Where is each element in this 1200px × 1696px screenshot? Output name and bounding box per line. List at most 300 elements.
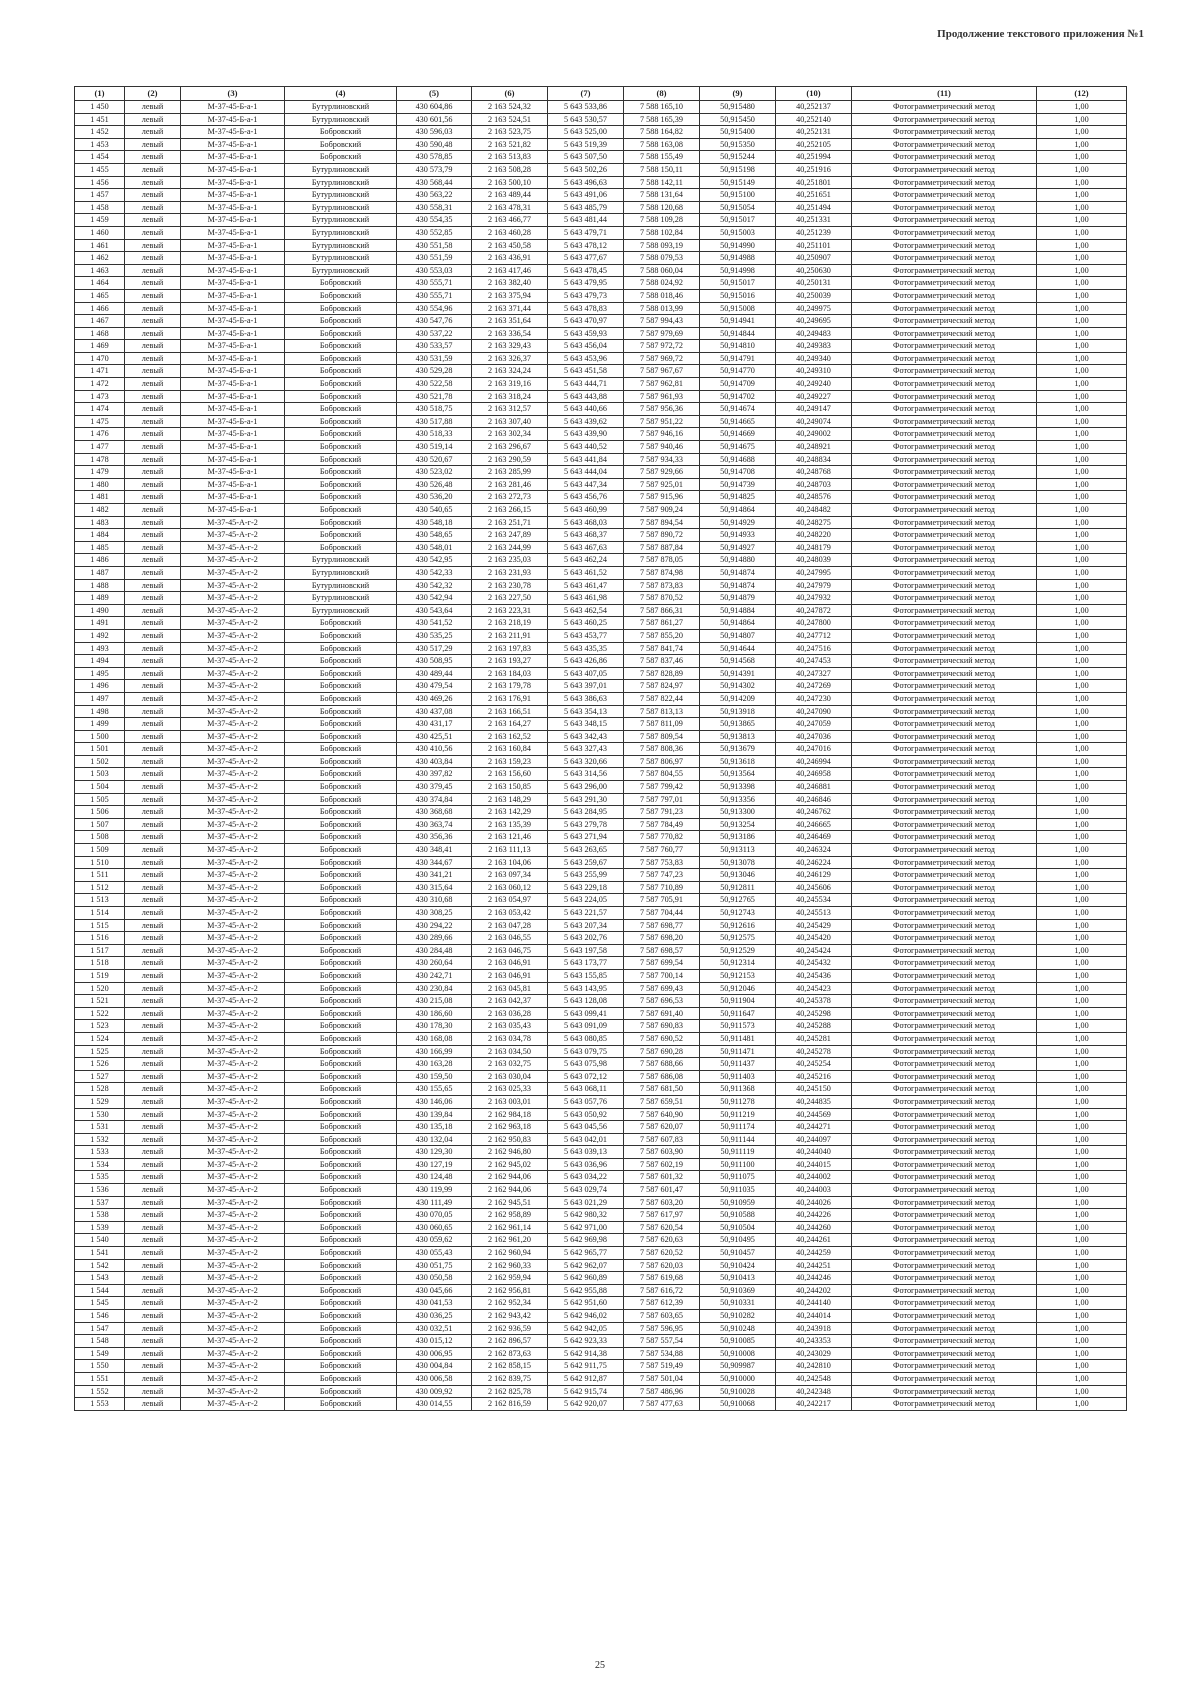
- table-cell: 2 163 247,89: [472, 529, 548, 542]
- table-cell: левый: [125, 856, 181, 869]
- table-row: [75, 655, 1127, 668]
- table-cell: 1 503: [75, 768, 125, 781]
- column-header: (8): [624, 87, 700, 101]
- table-cell: М-37-45-А-г-2: [181, 1158, 285, 1171]
- table-cell: 7 587 699,43: [624, 982, 700, 995]
- table-cell: 2 162 963,18: [472, 1121, 548, 1134]
- table-cell: 50,914998: [700, 264, 776, 277]
- table-cell: 40,250907: [776, 252, 852, 265]
- table-cell: 1,00: [1037, 214, 1127, 227]
- table-cell: Фотограмметрический метод: [852, 1297, 1037, 1310]
- table-cell: М-37-45-А-г-2: [181, 1045, 285, 1058]
- table-cell: 40,249240: [776, 378, 852, 391]
- table-cell: 50,913618: [700, 755, 776, 768]
- table-cell: М-37-45-А-г-2: [181, 1247, 285, 1260]
- table-cell: 5 643 263,65: [548, 844, 624, 857]
- table-cell: 1 522: [75, 1007, 125, 1020]
- table-cell: Бобровский: [285, 995, 397, 1008]
- table-cell: Бобровский: [285, 441, 397, 454]
- table-cell: 5 643 444,71: [548, 378, 624, 391]
- table-cell: 40,247712: [776, 629, 852, 642]
- table-row: [75, 781, 1127, 794]
- table-cell: 7 587 477,63: [624, 1398, 700, 1411]
- table-cell: 5 643 460,25: [548, 617, 624, 630]
- table-row: [75, 403, 1127, 416]
- table-cell: М-37-45-А-г-2: [181, 919, 285, 932]
- table-cell: 1 511: [75, 869, 125, 882]
- table-cell: 1 481: [75, 491, 125, 504]
- table-cell: левый: [125, 1108, 181, 1121]
- table-cell: 2 162 825,78: [472, 1385, 548, 1398]
- table-cell: 430 518,75: [397, 403, 472, 416]
- table-cell: 430 135,18: [397, 1121, 472, 1134]
- table-cell: Фотограмметрический метод: [852, 1020, 1037, 1033]
- table-cell: М-37-45-А-г-2: [181, 680, 285, 693]
- table-cell: левый: [125, 1020, 181, 1033]
- table-cell: 2 163 148,29: [472, 793, 548, 806]
- table-cell: 430 578,85: [397, 151, 472, 164]
- table-cell: 430 542,95: [397, 554, 472, 567]
- table-cell: Бобровский: [285, 1070, 397, 1083]
- table-cell: 430 403,84: [397, 755, 472, 768]
- table-cell: 5 643 271,94: [548, 831, 624, 844]
- table-cell: Фотограмметрический метод: [852, 642, 1037, 655]
- table-cell: 430 308,25: [397, 907, 472, 920]
- table-cell: 1 500: [75, 730, 125, 743]
- table-cell: 40,249383: [776, 340, 852, 353]
- table-cell: 5 643 034,22: [548, 1171, 624, 1184]
- table-cell: Фотограмметрический метод: [852, 151, 1037, 164]
- table-cell: 40,248921: [776, 441, 852, 454]
- table-cell: 1,00: [1037, 1234, 1127, 1247]
- table-cell: левый: [125, 566, 181, 579]
- table-cell: 7 587 620,63: [624, 1234, 700, 1247]
- table-cell: Бобровский: [285, 919, 397, 932]
- table-cell: 1,00: [1037, 302, 1127, 315]
- table-row: [75, 844, 1127, 857]
- table-cell: 1,00: [1037, 755, 1127, 768]
- table-cell: Бобровский: [285, 969, 397, 982]
- table-cell: Бобровский: [285, 541, 397, 554]
- table-cell: левый: [125, 1398, 181, 1411]
- table-cell: М-37-45-Б-а-1: [181, 378, 285, 391]
- table-cell: левый: [125, 1284, 181, 1297]
- table-cell: 430 166,99: [397, 1045, 472, 1058]
- table-cell: Фотограмметрический метод: [852, 844, 1037, 857]
- table-cell: 2 162 839,75: [472, 1372, 548, 1385]
- table-cell: 430 520,67: [397, 453, 472, 466]
- table-cell: М-37-45-А-г-2: [181, 831, 285, 844]
- table-cell: 1,00: [1037, 352, 1127, 365]
- table-cell: 50,914990: [700, 239, 776, 252]
- table-cell: 2 163 104,06: [472, 856, 548, 869]
- table-cell: Бобровский: [285, 378, 397, 391]
- table-cell: 2 163 244,99: [472, 541, 548, 554]
- table-cell: 430 341,21: [397, 869, 472, 882]
- table-cell: 1 498: [75, 705, 125, 718]
- table-cell: 40,245420: [776, 932, 852, 945]
- table-cell: 5 643 291,30: [548, 793, 624, 806]
- table-cell: 1,00: [1037, 919, 1127, 932]
- table-cell: 5 643 461,98: [548, 592, 624, 605]
- table-row: [75, 101, 1127, 114]
- table-cell: 50,914688: [700, 453, 776, 466]
- table-cell: 7 588 109,28: [624, 214, 700, 227]
- table-cell: 2 163 150,85: [472, 781, 548, 794]
- table-cell: 50,910495: [700, 1234, 776, 1247]
- table-cell: 1,00: [1037, 1020, 1127, 1033]
- table-cell: 2 163 042,37: [472, 995, 548, 1008]
- table-cell: 2 163 285,99: [472, 466, 548, 479]
- table-cell: М-37-45-Б-а-1: [181, 428, 285, 441]
- table-cell: Фотограмметрический метод: [852, 1184, 1037, 1197]
- table-cell: 50,914302: [700, 680, 776, 693]
- table-row: [75, 1221, 1127, 1234]
- table-cell: 2 163 046,91: [472, 969, 548, 982]
- table-cell: 40,252131: [776, 126, 852, 139]
- table-cell: Бутурлиновский: [285, 264, 397, 277]
- table-cell: 1,00: [1037, 907, 1127, 920]
- table-cell: левый: [125, 214, 181, 227]
- table-row: [75, 453, 1127, 466]
- table-cell: 50,915054: [700, 201, 776, 214]
- table-cell: левый: [125, 781, 181, 794]
- table-cell: 50,911437: [700, 1058, 776, 1071]
- table-cell: 5 643 042,01: [548, 1133, 624, 1146]
- table-cell: 5 643 456,76: [548, 491, 624, 504]
- table-cell: 1,00: [1037, 718, 1127, 731]
- table-cell: 50,914739: [700, 478, 776, 491]
- table-cell: левый: [125, 340, 181, 353]
- table-cell: Бобровский: [285, 403, 397, 416]
- table-cell: Фотограмметрический метод: [852, 1058, 1037, 1071]
- table-row: [75, 113, 1127, 126]
- table-cell: М-37-45-А-г-2: [181, 1372, 285, 1385]
- table-cell: 5 643 456,04: [548, 340, 624, 353]
- table-cell: 40,244202: [776, 1284, 852, 1297]
- table-cell: левый: [125, 516, 181, 529]
- table-cell: 50,914708: [700, 466, 776, 479]
- table-cell: Фотограмметрический метод: [852, 176, 1037, 189]
- table-cell: 430 547,76: [397, 315, 472, 328]
- table-cell: левый: [125, 1310, 181, 1323]
- table-cell: 50,912314: [700, 957, 776, 970]
- table-cell: 1 528: [75, 1083, 125, 1096]
- table-cell: 2 163 197,83: [472, 642, 548, 655]
- table-cell: 5 643 439,62: [548, 415, 624, 428]
- table-cell: 5 643 533,86: [548, 101, 624, 114]
- table-cell: 50,912743: [700, 907, 776, 920]
- table-cell: 40,247932: [776, 592, 852, 605]
- table-cell: 430 163,28: [397, 1058, 472, 1071]
- table-cell: 40,249227: [776, 390, 852, 403]
- table-cell: 7 587 620,03: [624, 1259, 700, 1272]
- table-cell: 1,00: [1037, 529, 1127, 542]
- table-cell: 2 163 450,58: [472, 239, 548, 252]
- table-cell: левый: [125, 226, 181, 239]
- table-cell: 430 548,01: [397, 541, 472, 554]
- table-cell: 50,915008: [700, 302, 776, 315]
- table-cell: 1,00: [1037, 466, 1127, 479]
- table-cell: 1,00: [1037, 680, 1127, 693]
- table-cell: левый: [125, 680, 181, 693]
- table-cell: М-37-45-А-г-2: [181, 1196, 285, 1209]
- table-cell: М-37-45-Б-а-1: [181, 289, 285, 302]
- table-cell: 2 163 460,28: [472, 226, 548, 239]
- table-cell: 50,915016: [700, 289, 776, 302]
- table-cell: Бобровский: [285, 818, 397, 831]
- table-cell: 430 469,26: [397, 692, 472, 705]
- table-cell: 40,249483: [776, 327, 852, 340]
- table-cell: 1,00: [1037, 1058, 1127, 1071]
- table-cell: 5 643 342,43: [548, 730, 624, 743]
- table-cell: 1,00: [1037, 504, 1127, 517]
- table-cell: 2 163 319,16: [472, 378, 548, 391]
- table-cell: Бутурлиновский: [285, 252, 397, 265]
- table-cell: 50,914810: [700, 340, 776, 353]
- table-cell: М-37-45-Б-а-1: [181, 113, 285, 126]
- table-cell: 50,911471: [700, 1045, 776, 1058]
- table-cell: 1,00: [1037, 1247, 1127, 1260]
- table-cell: М-37-45-Б-а-1: [181, 441, 285, 454]
- table-cell: 5 643 284,95: [548, 806, 624, 819]
- table-cell: М-37-45-Б-а-1: [181, 504, 285, 517]
- table-cell: М-37-45-А-г-2: [181, 982, 285, 995]
- table-cell: 40,244261: [776, 1234, 852, 1247]
- table-cell: М-37-45-Б-а-1: [181, 453, 285, 466]
- table-cell: левый: [125, 277, 181, 290]
- table-cell: 5 642 955,88: [548, 1284, 624, 1297]
- table-cell: 50,911219: [700, 1108, 776, 1121]
- table-cell: Фотограмметрический метод: [852, 1322, 1037, 1335]
- table-cell: 50,911647: [700, 1007, 776, 1020]
- table-cell: 7 588 165,10: [624, 101, 700, 114]
- table-cell: 5 643 468,03: [548, 516, 624, 529]
- table-cell: Фотограмметрический метод: [852, 944, 1037, 957]
- table-cell: 7 587 700,14: [624, 969, 700, 982]
- table-cell: М-37-45-Б-а-1: [181, 340, 285, 353]
- table-cell: Бобровский: [285, 138, 397, 151]
- table-cell: Бобровский: [285, 743, 397, 756]
- table-cell: 5 643 479,71: [548, 226, 624, 239]
- table-cell: 5 643 441,84: [548, 453, 624, 466]
- table-cell: 1 501: [75, 743, 125, 756]
- table-cell: 40,243353: [776, 1335, 852, 1348]
- table-cell: 430 555,71: [397, 289, 472, 302]
- table-cell: левый: [125, 957, 181, 970]
- table-cell: 5 643 440,52: [548, 441, 624, 454]
- table-cell: Фотограмметрический метод: [852, 1234, 1037, 1247]
- table-cell: М-37-45-А-г-2: [181, 529, 285, 542]
- table-cell: 430 310,68: [397, 894, 472, 907]
- table-cell: 40,244026: [776, 1196, 852, 1209]
- table-cell: Бобровский: [285, 1058, 397, 1071]
- table-cell: 2 163 227,50: [472, 592, 548, 605]
- table-cell: 50,911278: [700, 1095, 776, 1108]
- table-row: [75, 378, 1127, 391]
- table-cell: 2 163 290,59: [472, 453, 548, 466]
- table-cell: Фотограмметрический метод: [852, 566, 1037, 579]
- table-cell: 430 590,48: [397, 138, 472, 151]
- table-cell: 50,910504: [700, 1221, 776, 1234]
- table-cell: 7 588 164,82: [624, 126, 700, 139]
- table-row: [75, 201, 1127, 214]
- table-cell: левый: [125, 541, 181, 554]
- table-cell: Фотограмметрический метод: [852, 491, 1037, 504]
- table-cell: 2 163 025,33: [472, 1083, 548, 1096]
- table-row: [75, 1158, 1127, 1171]
- table-cell: 430 178,30: [397, 1020, 472, 1033]
- table-row: [75, 428, 1127, 441]
- table-cell: Бобровский: [285, 831, 397, 844]
- column-header: (11): [852, 87, 1037, 101]
- table-cell: М-37-45-А-г-2: [181, 818, 285, 831]
- table-cell: 2 163 318,24: [472, 390, 548, 403]
- table-cell: Фотограмметрический метод: [852, 1121, 1037, 1134]
- table-cell: 430 523,02: [397, 466, 472, 479]
- table-cell: 1 452: [75, 126, 125, 139]
- table-cell: М-37-45-А-г-2: [181, 1335, 285, 1348]
- table-cell: 5 642 923,33: [548, 1335, 624, 1348]
- table-cell: Бобровский: [285, 957, 397, 970]
- table-cell: Бобровский: [285, 340, 397, 353]
- table-cell: 40,246958: [776, 768, 852, 781]
- table-cell: 430 397,82: [397, 768, 472, 781]
- table-cell: 5 642 969,98: [548, 1234, 624, 1247]
- table-cell: 40,247516: [776, 642, 852, 655]
- table-cell: 2 163 351,64: [472, 315, 548, 328]
- table-cell: 7 587 808,36: [624, 743, 700, 756]
- table-cell: 430 119,99: [397, 1184, 472, 1197]
- page-number: 25: [595, 1660, 605, 1671]
- table-cell: 40,245278: [776, 1045, 852, 1058]
- table-cell: 7 588 120,68: [624, 201, 700, 214]
- table-cell: 7 587 791,23: [624, 806, 700, 819]
- table-row: [75, 277, 1127, 290]
- table-cell: 1,00: [1037, 869, 1127, 882]
- table-cell: 2 163 326,37: [472, 352, 548, 365]
- table-cell: 1 538: [75, 1209, 125, 1222]
- table-cell: 40,247995: [776, 566, 852, 579]
- table-cell: 5 643 050,92: [548, 1108, 624, 1121]
- table-cell: Бобровский: [285, 415, 397, 428]
- table-cell: 50,911403: [700, 1070, 776, 1083]
- table-cell: 430 050,58: [397, 1272, 472, 1285]
- table-cell: Фотограмметрический метод: [852, 516, 1037, 529]
- table-cell: М-37-45-Б-а-1: [181, 403, 285, 416]
- table-cell: 40,247453: [776, 655, 852, 668]
- table-cell: левый: [125, 655, 181, 668]
- table-cell: 1,00: [1037, 315, 1127, 328]
- table-cell: М-37-45-А-г-2: [181, 667, 285, 680]
- table-cell: Бутурлиновский: [285, 226, 397, 239]
- table-cell: Фотограмметрический метод: [852, 907, 1037, 920]
- table-cell: 40,244002: [776, 1171, 852, 1184]
- table-cell: 1 489: [75, 592, 125, 605]
- table-row: [75, 818, 1127, 831]
- table-cell: 1 531: [75, 1121, 125, 1134]
- table-cell: М-37-45-А-г-2: [181, 1095, 285, 1108]
- table-cell: 5 643 479,73: [548, 289, 624, 302]
- column-header: (10): [776, 87, 852, 101]
- table-cell: М-37-45-А-г-2: [181, 1184, 285, 1197]
- table-cell: левый: [125, 138, 181, 151]
- table-row: [75, 869, 1127, 882]
- table-cell: Фотограмметрический метод: [852, 315, 1037, 328]
- table-cell: левый: [125, 113, 181, 126]
- table-cell: 40,248039: [776, 554, 852, 567]
- table-cell: 40,244003: [776, 1184, 852, 1197]
- table-cell: 1 462: [75, 252, 125, 265]
- table-cell: 1 480: [75, 478, 125, 491]
- table-cell: 1 536: [75, 1184, 125, 1197]
- table-cell: 1,00: [1037, 340, 1127, 353]
- table-cell: 50,914568: [700, 655, 776, 668]
- table-cell: 1,00: [1037, 1259, 1127, 1272]
- table-cell: 1 502: [75, 755, 125, 768]
- table-cell: Фотограмметрический метод: [852, 692, 1037, 705]
- table-cell: 40,245429: [776, 919, 852, 932]
- table-cell: Фотограмметрический метод: [852, 101, 1037, 114]
- table-cell: 1,00: [1037, 730, 1127, 743]
- table-cell: Бобровский: [285, 529, 397, 542]
- table-cell: 50,914864: [700, 504, 776, 517]
- table-cell: Бобровский: [285, 1247, 397, 1260]
- table-cell: 40,245216: [776, 1070, 852, 1083]
- table-row: [75, 1184, 1127, 1197]
- table-row: [75, 554, 1127, 567]
- table-cell: М-37-45-Б-а-1: [181, 478, 285, 491]
- table-cell: 430 055,43: [397, 1247, 472, 1260]
- table-cell: Фотограмметрический метод: [852, 655, 1037, 668]
- column-header: (6): [472, 87, 548, 101]
- table-cell: 2 163 235,03: [472, 554, 548, 567]
- table-cell: М-37-45-А-г-2: [181, 1032, 285, 1045]
- table-cell: 1,00: [1037, 1221, 1127, 1234]
- table-cell: левый: [125, 831, 181, 844]
- table-cell: Фотограмметрический метод: [852, 579, 1037, 592]
- table-cell: 2 163 251,71: [472, 516, 548, 529]
- table-cell: 50,913300: [700, 806, 776, 819]
- table-cell: 1,00: [1037, 252, 1127, 265]
- table-cell: левый: [125, 365, 181, 378]
- table-cell: 430 540,65: [397, 504, 472, 517]
- table-cell: 1 468: [75, 327, 125, 340]
- table-cell: 50,913398: [700, 781, 776, 794]
- table-cell: М-37-45-А-г-2: [181, 579, 285, 592]
- table-cell: 2 163 436,91: [472, 252, 548, 265]
- table-cell: Фотограмметрический метод: [852, 667, 1037, 680]
- table-cell: 430 059,62: [397, 1234, 472, 1247]
- table-cell: 40,242810: [776, 1360, 852, 1373]
- table-cell: М-37-45-А-г-2: [181, 844, 285, 857]
- table-cell: левый: [125, 1133, 181, 1146]
- table-cell: левый: [125, 1032, 181, 1045]
- table-cell: 2 163 508,28: [472, 163, 548, 176]
- table-cell: 40,244140: [776, 1297, 852, 1310]
- table-cell: 40,246469: [776, 831, 852, 844]
- table-cell: 1 524: [75, 1032, 125, 1045]
- table-cell: 2 163 111,13: [472, 844, 548, 857]
- table-cell: 5 643 128,08: [548, 995, 624, 1008]
- table-cell: 50,911035: [700, 1184, 776, 1197]
- table-row: [75, 856, 1127, 869]
- table-row: [75, 1398, 1127, 1411]
- table-cell: 50,914209: [700, 692, 776, 705]
- table-cell: Бобровский: [285, 1146, 397, 1159]
- table-cell: 2 162 961,14: [472, 1221, 548, 1234]
- table-cell: 1 533: [75, 1146, 125, 1159]
